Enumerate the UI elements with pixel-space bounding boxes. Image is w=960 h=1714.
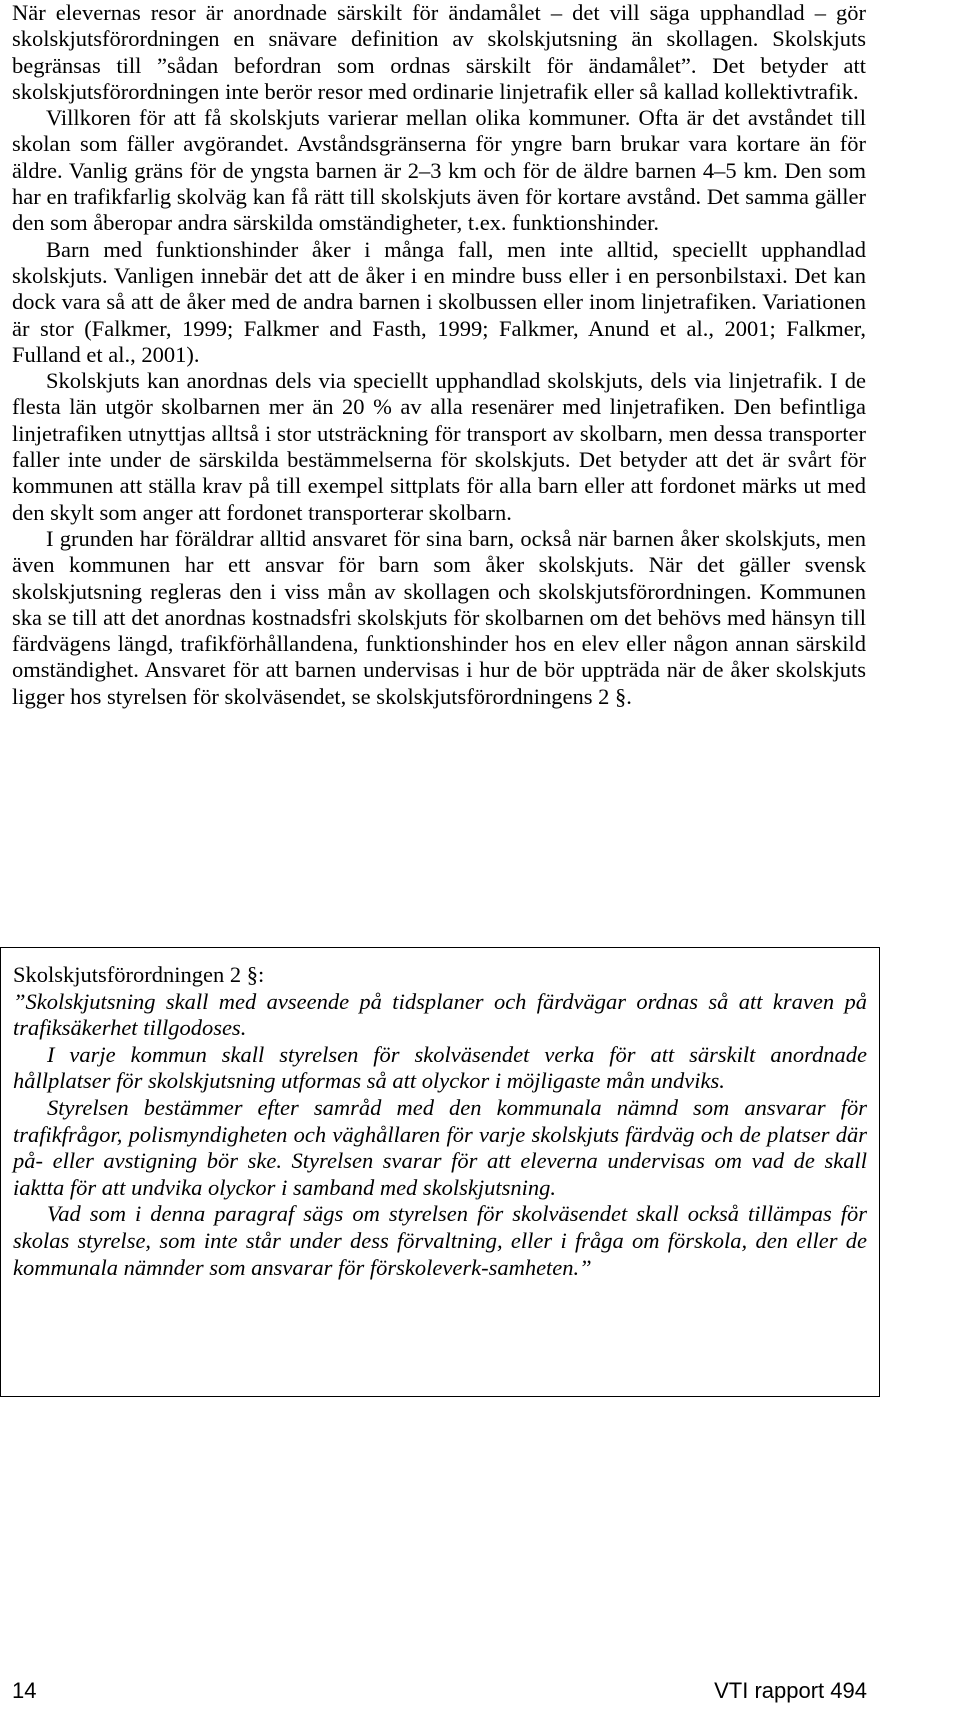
body-paragraph: Skolskjuts kan anordnas dels via speciellt upphandlad skolskjuts, dels via linjetrafik. I de flesta län utgör skolbarnen mer än 20 % av alla resenärer med linjetrafiken. Den befintliga linjetrafiken utnyttjas alltså i stor utsträckning för transport av skolbarn, men dessa transporter faller inte under de särskilda bestämmelserna för skolskjuts. Det betyder att det är svårt för kommunen att ställa krav på till exempel sittplats för alla barn eller att fordonet märks ut med den skylt som anger att fordonet transporterar skolbarn.	[12, 368, 866, 525]
quote-paragraph: Vad som i denna paragraf sägs om styrelsen för skolväsendet skall också tillämpas för skolas styrelse, som inte står under dess förvaltning, eller i fråga om förskola, den eller de kommunala nämnder som ansvarar för förskoleverk-samheten.”	[13, 1201, 867, 1280]
body-paragraph: Barn med funktionshinder åker i många fall, men inte alltid, speciellt upphandlad skolskjuts. Vanligen innebär det att de åker i en mindre buss eller i en personbilstaxi. Det kan dock vara så att de åker med de andra barnen i skolbussen eller inom linjetrafiken. Variationen är stor (Falkmer, 1999; Falkmer and Fasth, 1999; Falkmer, Anund et al., 2001; Falkmer, Fulland et al., 2001).	[12, 236, 866, 367]
body-paragraph: I grunden har föräldrar alltid ansvaret för sina barn, också när barnen åker skolskjuts, men även kommunen har ett ansvar för barn som åker skolskjuts. När det gäller svensk skolskjutsning regleras den i viss mån av skollagen och skolskjutsförordningen. Kommunen ska se till att det anordnas kostnadsfri skolskjuts för skolbarnen om det behövs med hänsyn till färdvägens längd, trafikförhållandena, funktionshinder hos en elev eller någon annan särskild omständighet. Ansvaret för att barnen undervisas i hur de bör uppträda när de åker skolskjuts ligger hos styrelsen för skolväsendet, se skolskjutsförordningens 2 §.	[12, 525, 866, 709]
quote-paragraph: Styrelsen bestämmer efter samråd med den kommunala nämnd som ansvarar för trafikfrågor, polismyndigheten och väghållaren för varje skolskjuts färdväg och de platser där på- eller avstigning bör ske. Styrelsen svarar för att eleverna undervisas om vad de skall iaktta för att undvika olyckor i samband med skolskjutsning.	[13, 1094, 867, 1200]
body-text	[12, 0, 866, 710]
quote-box	[0, 947, 880, 1397]
page-body	[12, 0, 866, 710]
body-paragraph: Villkoren för att få skolskjuts varierar mellan olika kommuner. Ofta är det avståndet till skolan som fäller avgörandet. Avståndsgränserna för yngre barn brukar vara kortare än för äldre. Vanlig gräns för de yngsta barnen är 2–3 km och för de äldre barnen 4–5 km. Den som har en trafikfarlig skolväg kan få rätt till skolskjuts även för kortare avstånd. Det samma gäller den som åberopar andra särskilda omständigheter, t.ex. funktionshinder.	[12, 105, 866, 236]
quote-paragraph: ”Skolskjutsning skall med avseende på tidsplaner och färdvägar ordnas så att kraven på trafiksäkerhet tillgodoses.	[13, 988, 867, 1041]
quote-content	[13, 962, 867, 1281]
report-label: VTI rapport 494	[714, 1678, 867, 1703]
page-number: 14	[12, 1678, 37, 1703]
quote-paragraph: I varje kommun skall styrelsen för skolväsendet verka för att särskilt anordnade hållplatser för skolskjutsning utformas så att olyckor i möjligaste mån undviks.	[13, 1041, 867, 1094]
body-paragraph: När elevernas resor är anordnade särskilt för ändamålet – det vill säga upphandlad – gör skolskjutsförordningen en snävare definition av skolskjutsning än skollagen. Skolskjuts begränsas till ”sådan befordran som ordnas särskilt för ändamålet”. Det betyder att skolskjutsförordningen inte berör resor med ordinarie linjetrafik eller så kallad kollektivtrafik.	[12, 0, 866, 104]
quote-title: Skolskjutsförordningen 2 §:	[13, 962, 265, 987]
